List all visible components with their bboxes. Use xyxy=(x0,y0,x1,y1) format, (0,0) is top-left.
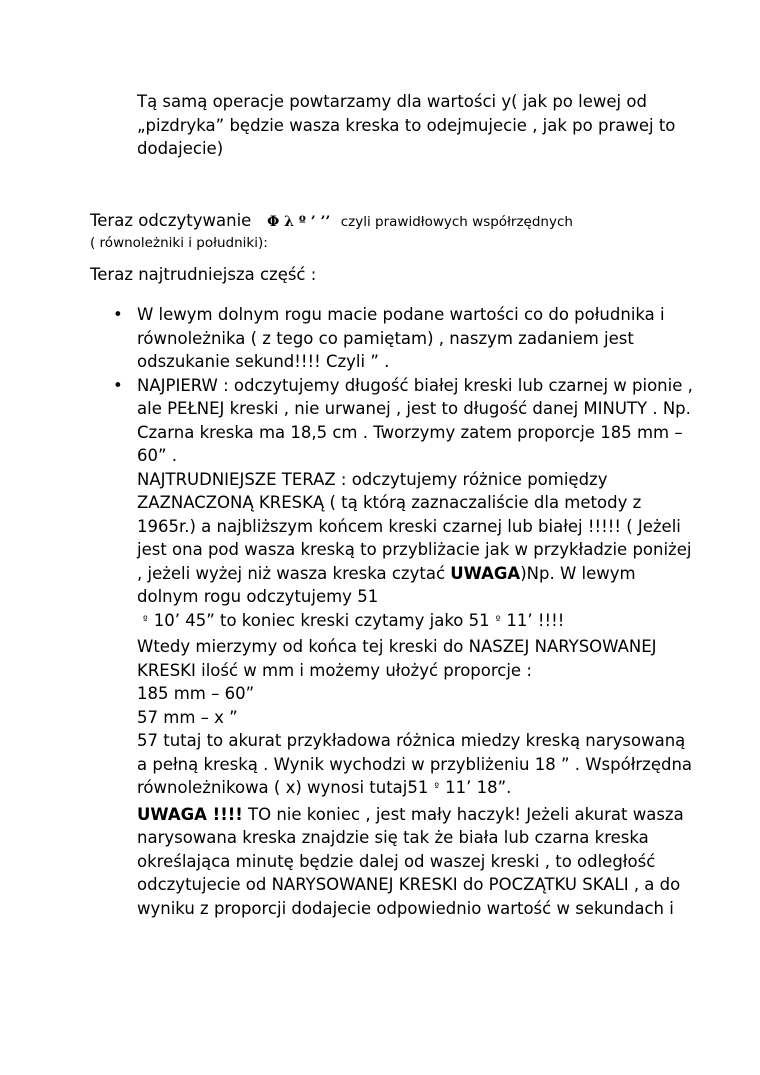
result-text: 57 tutaj to akurat przykładowa różnica miedzy kreską narysowaną a pełną kreską . Wynik wychodzi w przybliżeniu 18 ” . Współrzędna równoleżnikowa ( x) wynosi tutaj51 xyxy=(137,731,693,797)
degree-symbol: º xyxy=(434,782,440,793)
result-value: 11’ 18”. xyxy=(445,778,512,797)
measure-step: Wtedy mierzymy od końca tej kreski do NASZEJ NARYSOWANEJ KRESKI ilość w mm i możemy ułożyć proporcje : xyxy=(137,637,657,680)
warning-text: TO nie koniec , jest mały haczyk! Jeżeli akurat wasza narysowana kreska znajdzie się tak że biała lub czarna kreska określająca minutę będzie dalej od waszej kreski , to odległość odczytujecie od NARYSOWANEJ KRESKI do POCZĄTKU SKALI , a do wyniku z proporcji dodajecie odpowiednio wartość w sekundach i xyxy=(137,804,684,918)
section-heading: Teraz najtrudniejsza część : xyxy=(90,265,317,284)
step-first: NAJPIERW : odczytujemy długość białej kreski lub czarnej w pionie , ale PEŁNEJ kreski , nie urwanej , jest to długość danej MINUTY . Np. Czarna kreska ma 18,5 cm . Tworzymy zatem proporcje 185 mm – 60” . xyxy=(137,375,693,465)
list-item xyxy=(113,303,697,374)
step-hardest-text: NAJTRUDNIEJSZE TERAZ : odczytujemy różnice pomiędzy ZAZNACZONĄ KRESKĄ ( tą którą zaznaczaliście dla metody z 1965r.) a najbliższym końcem kreski czarnej lub białej !!!!! ( Jeżeli jest ona pod wasza kreską to przybliżacie jak w przykładzie poniżej , jeżeli wyżej niż wasza kreska czytać xyxy=(137,469,692,583)
list-item xyxy=(113,374,697,921)
bullet-text: W lewym dolnym rogu macie podane wartości co do południka i równoleżnika ( z tego co pamiętam) , naszym zadaniem jest odszukanie sekund!!!! Czyli ” . xyxy=(137,305,665,371)
example-text: )Np. W lewym dolnym rogu odczytujemy 51 xyxy=(137,563,636,606)
equation-line-1: 185 mm – 60” xyxy=(137,684,255,703)
degree-symbol: º xyxy=(495,614,501,626)
bullet-icon: • xyxy=(113,375,123,395)
heading-symbols: Φ λ º ’ ’’ xyxy=(267,214,331,230)
warning-paragraph xyxy=(137,803,697,921)
degree-symbol: º xyxy=(143,614,148,626)
heading-prefix: Teraz odczytywanie xyxy=(90,211,252,230)
example-result: 11’ !!!! xyxy=(506,610,565,630)
warning-label-2: UWAGA !!!! xyxy=(137,804,243,824)
result-explanation xyxy=(137,729,697,803)
example-text-cont: 10’ 45” to koniec kreski czytamy jako 51 xyxy=(153,610,490,630)
intro-paragraph: Tą samą operacje powtarzamy dla wartości y( jak po lewej od „pizdryka” będzie wasza kreska to odejmujecie , jak po prawej to dodajecie) xyxy=(137,92,676,158)
warning-label: UWAGA xyxy=(450,563,521,583)
bullet-icon: • xyxy=(113,305,123,324)
step-hardest xyxy=(137,468,697,636)
equation-line-2: 57 mm – x ” xyxy=(137,707,238,727)
instructions-list xyxy=(113,303,697,920)
heading-subline: ( równoleżniki i południki): xyxy=(90,235,268,251)
heading-suffix: czyli prawidłowych współrzędnych xyxy=(340,214,573,230)
reading-heading xyxy=(90,210,730,233)
